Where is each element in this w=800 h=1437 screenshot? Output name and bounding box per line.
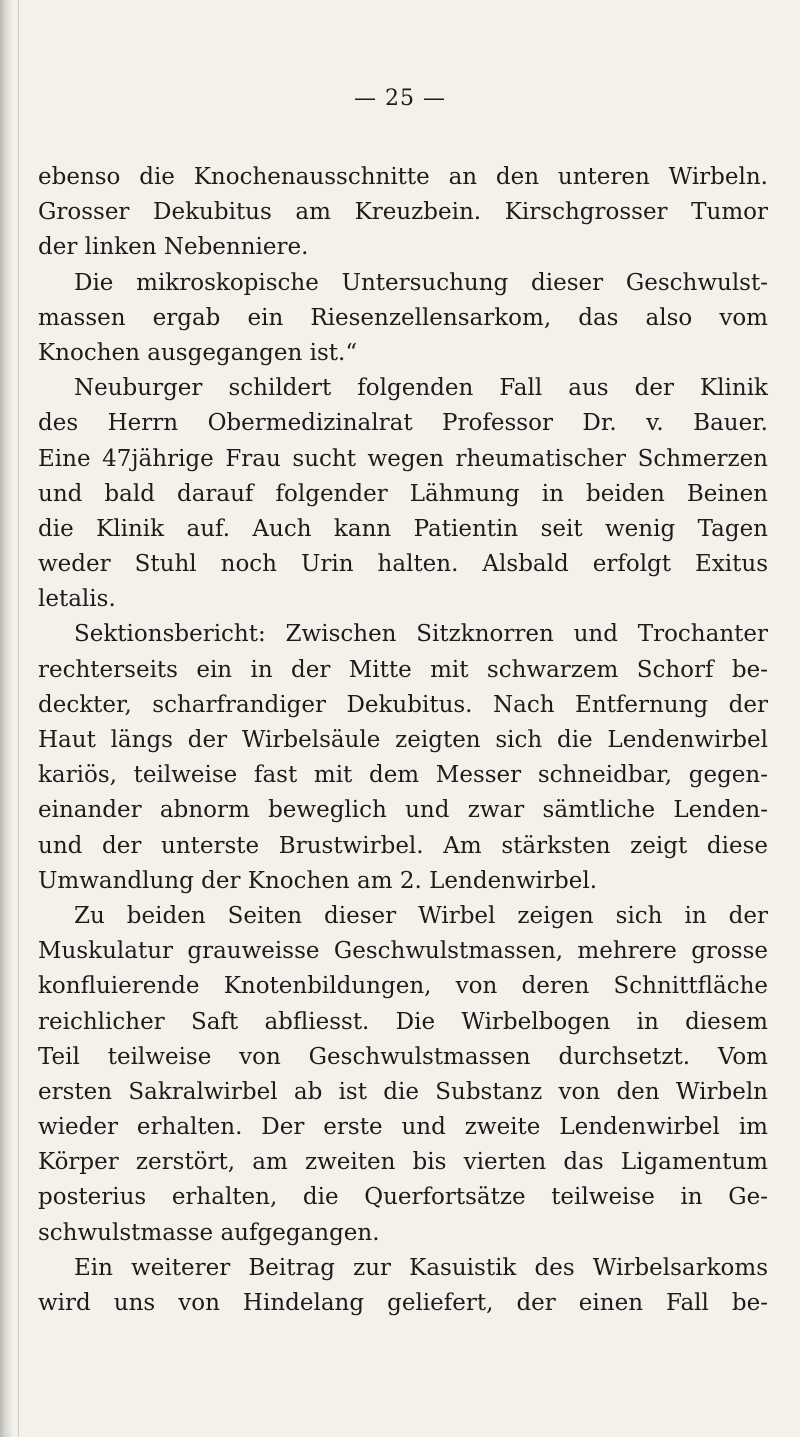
text-line: der linken Nebenniere.: [38, 234, 309, 261]
scan-edge-shadow: [0, 0, 12, 1437]
text-line: Haut längs der Wirbelsäule zeigten sich die Lendenwirbel: [38, 727, 768, 753]
text-line: Sektionsbericht: Zwischen Sitzknorren und Trochanter: [74, 621, 768, 648]
text-line: reichlicher Saft abfliesst. Die Wirbelbogen in diesem: [38, 1008, 768, 1035]
text-line: Teil teilweise von Geschwulstmassen durchsetzt. Vom: [38, 1043, 768, 1070]
text-line: wird uns von Hindelang geliefert, der einen Fall be-: [38, 1290, 768, 1316]
text-line: rechterseits ein in der Mitte mit schwarzem Schorf be-: [38, 656, 768, 683]
text-line: kariös, teilweise fast mit dem Messer schneidbar, gegen-: [38, 762, 768, 789]
text-line: Knochen ausgegangen ist.“: [38, 339, 358, 366]
text-line: einander abnorm beweglich und zwar sämtliche Lenden-: [38, 797, 768, 824]
text-line: Körper zerstört, am zweiten bis vierten das Ligamentum: [38, 1149, 768, 1176]
text-line: die Klinik auf. Auch kann Patientin seit wenig Tagen: [38, 515, 768, 542]
text-line: massen ergab ein Riesenzellensarkom, das also vom: [38, 304, 768, 331]
text-line: Die mikroskopische Untersuchung dieser Geschwulst-: [74, 269, 768, 296]
text-line: Neuburger schildert folgenden Fall aus der Klinik: [74, 375, 768, 402]
text-line: deckter, scharfrandiger Dekubitus. Nach Entfernung der: [38, 691, 768, 718]
text-line: posterius erhalten, die Querfortsätze teilweise in Ge-: [38, 1184, 768, 1211]
text-line: Eine 47jährige Frau sucht wegen rheumatischer Schmerzen: [38, 445, 768, 472]
text-line: ersten Sakralwirbel ab ist die Substanz von den Wirbeln: [38, 1078, 768, 1105]
scan-edge-line: [18, 0, 19, 1437]
text-line: ebenso die Knochenausschnitte an den unteren Wirbeln.: [38, 164, 768, 190]
text-line: und der unterste Brustwirbel. Am stärksten zeigt diese: [38, 832, 768, 859]
text-line: Grosser Dekubitus am Kreuzbein. Kirschgrosser Tumor: [38, 199, 768, 226]
text-line: schwulstmasse aufgegangen.: [38, 1219, 380, 1246]
text-line: Ein weiterer Beitrag zur Kasuistik des Wirbelsarkoms: [74, 1254, 768, 1281]
text-line: Zu beiden Seiten dieser Wirbel zeigen sich in der: [74, 902, 768, 929]
text-line: weder Stuhl noch Urin halten. Alsbald erfolgt Exitus: [38, 551, 768, 578]
text-line: wieder erhalten. Der erste und zweite Lendenwirbel im: [38, 1114, 768, 1141]
text-line: Muskulatur grauweisse Geschwulstmassen, mehrere grosse: [38, 938, 768, 965]
text-line: Umwandlung der Knochen am 2. Lendenwirbel.: [38, 867, 598, 894]
text-line: konfluierende Knotenbildungen, von deren Schnittfläche: [38, 973, 768, 1000]
body-text: [38, 160, 768, 1321]
text-line: letalis.: [38, 586, 116, 613]
text-line: und bald darauf folgender Lähmung in beiden Beinen: [38, 480, 768, 507]
text-line: des Herrn Obermedizinalrat Professor Dr. v. Bauer.: [38, 410, 768, 437]
page-number: — 25 —: [354, 86, 446, 111]
